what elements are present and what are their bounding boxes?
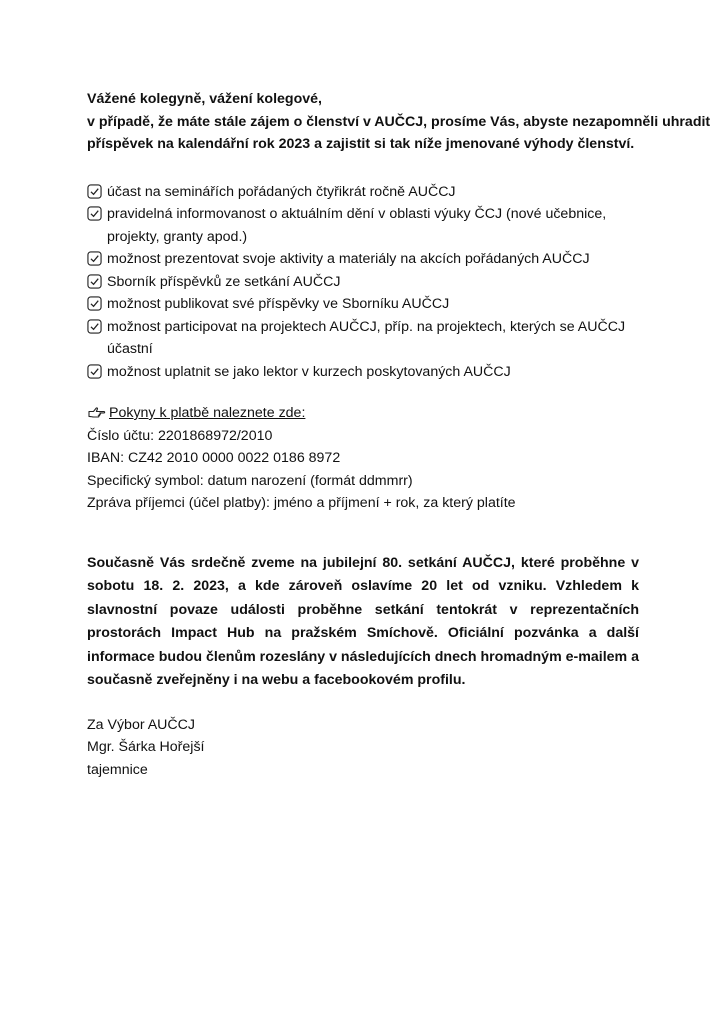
benefit-text: možnost prezentovat svoje aktivity a materiály na akcích pořádaných AUČCJ (107, 251, 590, 267)
account-number: Číslo účtu: 2201868972/2010 (87, 427, 273, 444)
checkbox-checked-icon (87, 206, 102, 221)
checkbox-checked-icon (87, 296, 102, 311)
benefit-text: účast na seminářích pořádaných čtyřikrát ročně AUČCJ (107, 183, 456, 200)
signature-role: tajemnice (87, 761, 148, 778)
signature-block (87, 714, 639, 782)
letter-intro (87, 88, 711, 156)
iban: IBAN: CZ42 2010 0000 0022 0186 8972 (87, 450, 341, 466)
checkbox-checked-icon (87, 184, 102, 199)
letter (87, 88, 711, 781)
payment-info (87, 402, 639, 515)
payment-message: Zpráva příjemci (účel platby): jméno a příjmení + rok, za který platíte (87, 495, 516, 511)
benefit-item (87, 316, 639, 361)
payment-heading: Pokyny k platbě naleznete zde: (109, 405, 306, 421)
checkbox-checked-icon (87, 364, 102, 379)
signature-name: Mgr. Šárka Hořejší (87, 739, 205, 755)
benefit-item (87, 271, 639, 294)
intro-line-2: příspěvek na kalendářní rok 2023 a zajistit si tak níže jmenované výhody členství. (87, 136, 635, 152)
benefit-text: Sborník příspěvků ze setkání AUČCJ (107, 273, 341, 290)
pointing-hand-icon (87, 405, 107, 421)
checkbox-checked-icon (87, 319, 102, 334)
benefit-item (87, 203, 639, 248)
benefit-item (87, 248, 639, 271)
benefit-item (87, 361, 639, 384)
signature-line-1: Za Výbor AUČCJ (87, 716, 196, 733)
benefit-text: možnost uplatnit se jako lektor v kurzech poskytovaných AUČCJ (107, 363, 511, 380)
invitation-paragraph: Současně Vás srdečně zveme na jubilejní 80. setkání AUČCJ, které proběhne v sobotu 18. 2. 2023, a kde zároveň oslavíme 20 let od vzniku. Vzhledem k slavnostní povaze události proběhne setkání tentokrát v reprezentačních prostorách Impact Hub na pražském Smíchově. Oficiální pozvánka a další informace budou členům rozeslány v následujících dnech hromadným e-mailem a současně zveřejněny i na webu a facebookovém profilu. (87, 554, 639, 688)
checkbox-checked-icon (87, 251, 102, 266)
benefit-text: možnost publikovat své příspěvky ve Sborníku AUČCJ (107, 296, 450, 312)
variable-symbol: Specifický symbol: datum narození (formát ddmmrr) (87, 472, 413, 489)
payment-heading-row (87, 402, 639, 425)
intro-line-1: v případě, že máte stále zájem o členství v AUČCJ, prosíme Vás, abyste nezapomněli uhradit (87, 113, 711, 130)
benefit-item (87, 181, 639, 204)
salutation: Vážené kolegyně, vážení kolegové, (87, 91, 322, 107)
benefits-list (87, 181, 639, 384)
benefit-text: možnost participovat na projektech AUČCJ, příp. na projektech, kterých se AUČCJ účastní (107, 318, 626, 357)
checkbox-checked-icon (87, 274, 102, 289)
benefit-item (87, 293, 639, 316)
benefit-text: pravidelná informovanost o aktuálním dění v oblasti výuky ČCJ (nové učebnice, projekty, granty apod.) (107, 206, 607, 245)
